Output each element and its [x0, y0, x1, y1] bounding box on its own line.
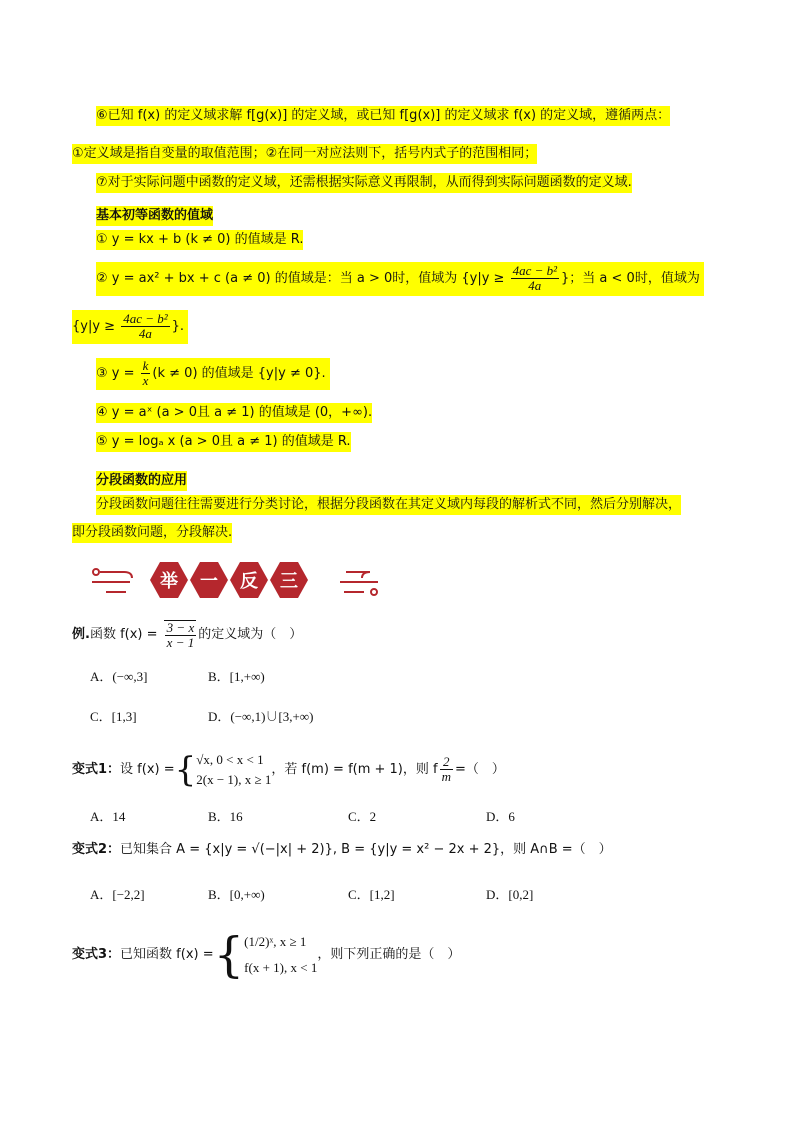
variant-2-question: 变式2：已知集合 A = {x|y = √(−|x| + 2)}, B = {y|y = x² − 2x + 2}，则 A∩B =（ ） — [72, 842, 612, 857]
piecewise-heading: 分段函数的应用 — [96, 471, 187, 491]
variant-2-option-c[interactable]: C．[1,2] — [348, 887, 395, 902]
range-item-4: ④ y = aˣ (a > 0且 a ≠ 1) 的值域是 (0，+∞). — [96, 403, 372, 423]
range-heading: 基本初等函数的值域 — [96, 206, 213, 226]
banner-right-swirl — [340, 572, 378, 595]
rule-6: ⑥已知 f(x) 的定义域求解 f[g(x)] 的定义域，或已知 f[g(x)] 的定义域求 f(x) 的定义域，遵循两点： — [96, 106, 670, 126]
variant-2-option-d[interactable]: D．[0,2] — [486, 887, 534, 902]
variant-2-option-a[interactable]: A．[−2,2] — [90, 887, 145, 902]
variant-1-question: 变式1：设 f(x) ={ √x, 0 < x < 1 2(x − 1), x ≥ 1 ，若 f(m) = f(m + 1)，则 f $\frac{2}{m}$ =（ ） — [72, 749, 505, 790]
example-question: 例.函数 f(x) = $\frac{3 - x}{x - 1}$ 的定义域为（ ） — [72, 619, 303, 650]
range-item-2: ② y = ax² + bx + c (a ≠ 0) 的值域是：当 a > 0时，值域为 {y|y ≥ $\frac{\text{4ac − b²}}{4a}$ }；当 a < 0时，值域为 — [96, 262, 704, 296]
banner-left-swirl — [92, 569, 132, 592]
banner-char-1: 举 — [160, 571, 178, 592]
example-option-b[interactable]: B．[1,+∞) — [208, 669, 265, 684]
variant-1-option-c[interactable]: C．2 — [348, 809, 377, 824]
piecewise-para-2: 即分段函数问题，分段解决. — [72, 523, 232, 543]
banner-char-2: 一 — [200, 571, 218, 592]
banner-char-4: 三 — [280, 571, 298, 592]
variant-1-option-a[interactable]: A．14 — [90, 809, 126, 824]
example-option-a[interactable]: A．(−∞,3] — [90, 669, 148, 684]
variant-1-option-b[interactable]: B．16 — [208, 809, 243, 824]
range-item-2-cont: {y|y ≥ $\frac{\text{4ac − b²}}{4a}$ }. — [72, 310, 188, 344]
example-option-c[interactable]: C．[1,3] — [90, 709, 137, 724]
variant-1-option-d[interactable]: D．6 — [486, 809, 515, 824]
example-option-d[interactable]: D．(−∞,1)∪[3,+∞) — [208, 709, 314, 724]
banner-char-3: 反 — [240, 571, 258, 592]
range-item-3: ③ y = $\frac{k}{x}$ (k ≠ 0) 的值域是 {y|y ≠ 0}. — [96, 358, 330, 390]
rule-7: ⑦对于实际问题中函数的定义域，还需根据实际意义再限制，从而得到实际问题函数的定义域. — [96, 173, 632, 193]
range-item-1: ① y = kx + b (k ≠ 0) 的值域是 R. — [96, 230, 303, 250]
variant-3-question: 变式3：已知函数 f(x) ={ (1/2)ˣ, x ≥ 1 f(x + 1), x < 1 ，则下列正确的是（ ） — [72, 926, 461, 983]
practice-banner — [90, 556, 380, 604]
variant-2-option-b[interactable]: B．[0,+∞) — [208, 887, 265, 902]
rule-6-detail: ①定义域是指自变量的取值范围；②在同一对应法则下，括号内式子的范围相同； — [72, 144, 537, 164]
piecewise-para-1: 分段函数问题往往需要进行分类讨论，根据分段函数在其定义域内每段的解析式不同，然后分别解决， — [96, 495, 681, 515]
range-item-5: ⑤ y = logₐ x (a > 0且 a ≠ 1) 的值域是 R. — [96, 432, 351, 452]
